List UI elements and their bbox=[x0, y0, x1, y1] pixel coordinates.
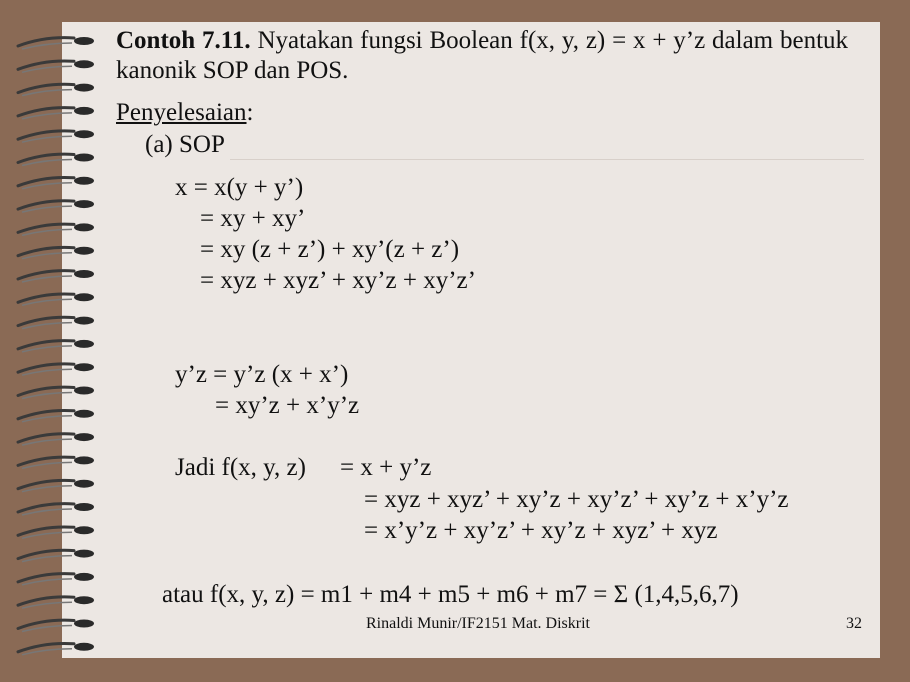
spiral-ring bbox=[18, 620, 94, 632]
conclusion-right: = x + y’z bbox=[340, 454, 432, 481]
spiral-ring bbox=[18, 177, 94, 189]
spiral-ring bbox=[18, 317, 94, 329]
spiral-ring bbox=[18, 596, 94, 608]
example-number: Contoh 7.11. bbox=[116, 27, 251, 54]
spiral-ring bbox=[18, 456, 94, 468]
divider-line bbox=[230, 159, 864, 160]
footer-author: Rinaldi Munir/IF2151 Mat. Diskrit bbox=[366, 615, 590, 632]
derivation-line-2: = xy + xy’ bbox=[200, 205, 306, 232]
spiral-ring bbox=[18, 573, 94, 585]
spiral-binding bbox=[0, 0, 110, 682]
derivation-line-3: = xy (z + z’) + xy’(z + z’) bbox=[200, 236, 460, 263]
spiral-ring bbox=[18, 526, 94, 538]
spiral-ring bbox=[18, 433, 94, 445]
derivation-line-4: = xyz + xyz’ + xy’z + xy’z’ bbox=[200, 267, 476, 294]
part-a-label: (a) SOP bbox=[145, 131, 225, 158]
minterm-expression: atau f(x, y, z) = m1 + m4 + m5 + m6 + m7 = Σ (1,4,5,6,7) bbox=[162, 581, 739, 608]
spiral-ring bbox=[18, 480, 94, 492]
spiral-ring bbox=[18, 130, 94, 142]
example-title bbox=[116, 26, 848, 86]
spiral-ring bbox=[18, 387, 94, 399]
solution-heading bbox=[116, 98, 253, 128]
solution-colon: : bbox=[246, 99, 254, 126]
spiral-ring bbox=[18, 154, 94, 166]
spiral-ring bbox=[18, 223, 94, 235]
spiral-ring bbox=[18, 37, 94, 49]
derivation-line-1: x = x(y + y’) bbox=[175, 174, 304, 201]
spiral-ring bbox=[18, 247, 94, 259]
spiral-ring bbox=[18, 84, 94, 96]
spiral-ring bbox=[18, 200, 94, 212]
spiral-ring bbox=[18, 270, 94, 282]
yz-line-1: y’z = y’z (x + x’) bbox=[175, 361, 349, 388]
spiral-ring bbox=[18, 60, 94, 72]
conclusion-line-3: = x’y’z + xy’z’ + xy’z + xyz’ + xyz bbox=[364, 517, 718, 544]
page-number: 32 bbox=[846, 615, 862, 632]
spiral-ring bbox=[18, 340, 94, 352]
spiral-ring bbox=[18, 107, 94, 119]
solution-label: Penyelesaian bbox=[116, 99, 247, 126]
spiral-ring bbox=[18, 293, 94, 305]
yz-line-2: = xy’z + x’y’z bbox=[215, 392, 360, 419]
conclusion-line-2: = xyz + xyz’ + xy’z + xy’z’ + xy’z + x’y’z bbox=[364, 486, 789, 513]
example-statement: Nyatakan fungsi Boolean f(x, y, z) = x + y’z dalam bentuk kanonik SOP dan POS. bbox=[116, 27, 849, 84]
spiral-ring bbox=[18, 363, 94, 375]
spiral-ring bbox=[18, 410, 94, 422]
spiral-ring bbox=[18, 643, 94, 655]
spiral-ring bbox=[18, 503, 94, 515]
spiral-ring bbox=[18, 550, 94, 562]
conclusion-left: Jadi f(x, y, z) bbox=[175, 454, 306, 481]
